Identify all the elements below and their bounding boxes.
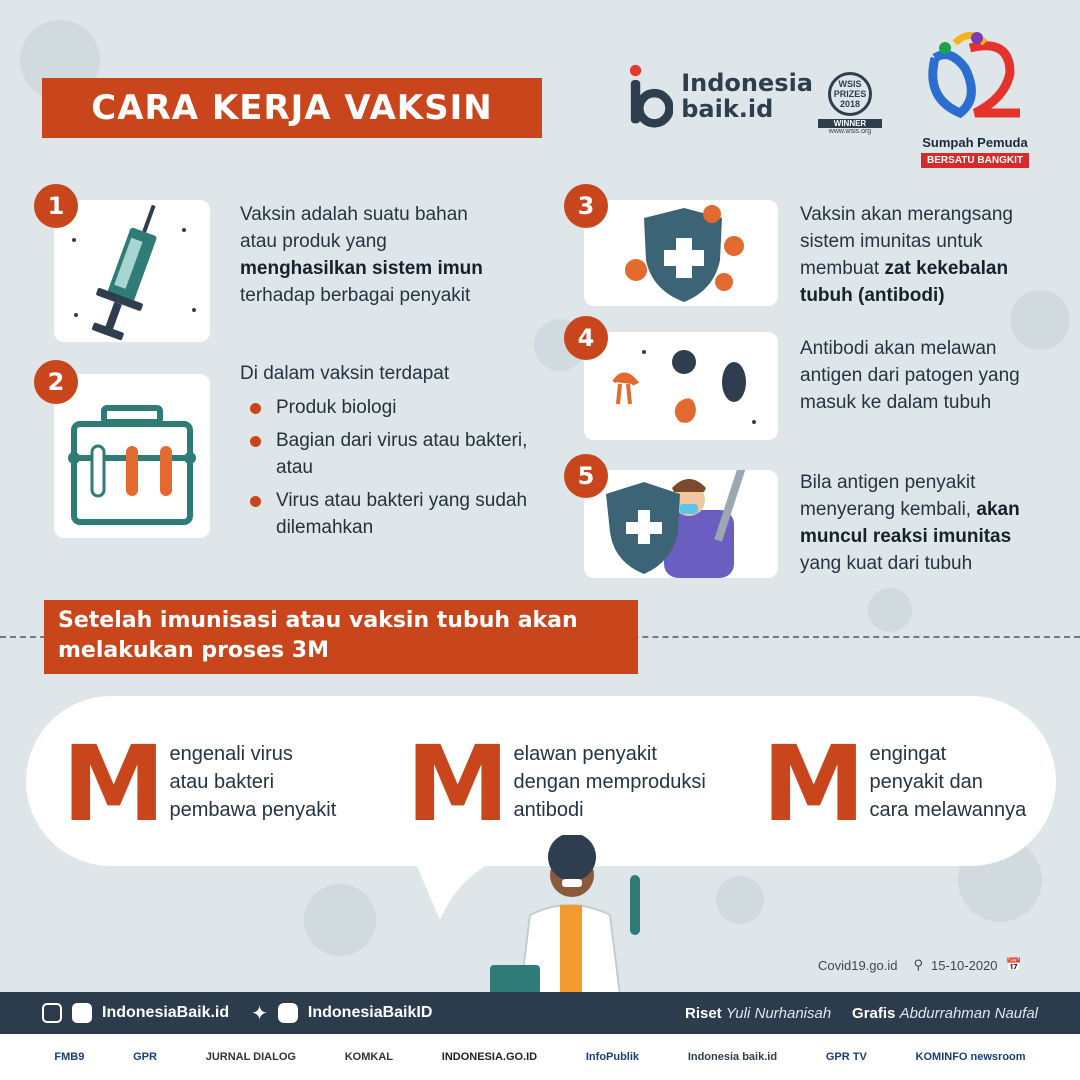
shield-sword-person-icon — [584, 470, 778, 578]
social-group-2 — [251, 1001, 432, 1026]
step-4-number: 4 — [564, 316, 608, 360]
sponsor-gpr: GPR — [133, 1051, 157, 1063]
indonesia-baik-icon — [628, 61, 673, 131]
m-item-2-letter: M — [406, 723, 510, 845]
step-1-card — [54, 200, 210, 342]
sponsor-strip — [0, 1034, 1080, 1080]
calendar-icon: 📅 — [1005, 957, 1022, 972]
twitter-icon[interactable]: ✦ — [251, 1002, 268, 1025]
sumpah-pemuda-label: Sumpah Pemuda — [922, 135, 1028, 150]
sponsor-jurnal-dialog: JURNAL DIALOG — [205, 1051, 296, 1063]
sponsor-kominfo-newsroom: KOMINFO newsroom — [915, 1051, 1026, 1063]
source-line — [818, 957, 1022, 973]
m-item-3-line-3: cara melawannya — [869, 799, 1027, 821]
step-1-number: 1 — [34, 184, 78, 228]
m-item-3-letter: M — [762, 723, 866, 845]
step-4-text — [800, 335, 1050, 416]
social-handle-1[interactable]: IndonesiaBaik.id — [102, 1004, 230, 1021]
riset-label: Riset — [685, 1004, 722, 1022]
step-2-bullet-1: Produk biologi — [240, 394, 530, 421]
step-5-part-3: yang kuat dari tubuh — [800, 553, 973, 574]
step-2-card — [54, 374, 210, 538]
facebook-icon[interactable] — [72, 1003, 92, 1023]
sumpah-pemuda-92-icon — [915, 28, 1035, 128]
wsis-line3: 2018 — [839, 99, 860, 109]
wsis-laurel-icon — [828, 72, 872, 116]
shield-virus-icon — [584, 200, 778, 306]
step-2-bullet-3: Virus atau bakteri yang sudah dilemahkan — [240, 487, 530, 541]
m-item-1-letter: M — [62, 723, 166, 845]
indonesia-baik-line1: Indonesia — [681, 69, 813, 97]
source-site: Covid19.go.id — [818, 957, 898, 973]
step-2-intro: Di dalam vaksin terdapat — [240, 363, 450, 384]
step-2-number: 2 — [34, 360, 78, 404]
social-group-1 — [42, 1003, 229, 1023]
step-2-bullet-2: Bagian dari virus atau bakteri, atau — [240, 427, 530, 481]
m-item-2 — [406, 723, 736, 845]
step-2-bullets — [240, 394, 530, 547]
indonesia-baik-line2: baik.id — [681, 95, 774, 123]
social-handle-2[interactable]: IndonesiaBaikID — [307, 1004, 433, 1021]
footer-bar — [0, 992, 1080, 1034]
sumpah-pemuda-tag: BERSATU BANGKIT — [921, 153, 1029, 168]
wsis-line2: PRIZES — [833, 89, 867, 99]
pathogens-icon — [584, 332, 778, 440]
step-5-part-2: akan muncul reaksi imunitas — [800, 499, 1020, 547]
m-item-3 — [762, 723, 1052, 845]
m-item-1-line-2: atau bakteri — [169, 771, 275, 793]
m-item-3-line-2: penyakit dan — [869, 771, 983, 793]
step-3-card — [584, 200, 778, 306]
source-date: 15-10-2020 — [931, 957, 998, 973]
step-1-text — [240, 201, 500, 309]
m-item-1-line-3: pembawa penyakit — [169, 799, 337, 821]
m-item-1 — [62, 723, 382, 845]
step-1-part-1: Vaksin adalah suatu bahan atau produk yang — [240, 204, 468, 252]
step-1-part-3: terhadap berbagai penyakit — [240, 285, 471, 306]
step-4-part-1: Antibodi akan melawan antigen dari patogen yang masuk ke dalam tubuh — [800, 338, 1020, 413]
step-5-part-1: Bila antigen penyakit menyerang kembali, — [800, 472, 977, 520]
credits — [685, 1005, 1038, 1022]
syringe-icon — [54, 200, 210, 342]
subtitle-banner: Setelah imunisasi atau vaksin tubuh akan melakukan proses 3M — [44, 600, 638, 674]
riset-name: Yuli Nurhanisah — [725, 1004, 832, 1022]
m-item-2-line-3: antibodi — [513, 799, 584, 821]
youtube-icon[interactable] — [278, 1003, 298, 1023]
doctor-illustration — [480, 835, 680, 995]
sponsor-indonesia-go-id: INDONESIA.GO.ID — [441, 1051, 538, 1063]
step-3-text — [800, 201, 1055, 309]
step-5-number: 5 — [564, 454, 608, 498]
grafis-name: Abdurrahman Naufal — [899, 1004, 1038, 1022]
step-3-part-2: zat kekebalan tubuh (antibodi) — [800, 258, 1009, 306]
step-5-text — [800, 469, 1050, 577]
wsis-prize-badge — [818, 72, 882, 152]
m-item-2-line-2: dengan memproduksi — [513, 771, 706, 793]
step-4-card — [584, 332, 778, 440]
sponsor-gpr-tv: GPR TV — [825, 1051, 867, 1063]
wsis-winner: WINNER — [818, 119, 882, 128]
sponsor-komkal: KOMKAL — [344, 1051, 393, 1063]
m-item-2-line-1: elawan penyakit — [513, 743, 657, 765]
pin-icon: ⚲ — [913, 957, 924, 972]
sponsor-infopublik: InfoPublik — [585, 1051, 640, 1063]
grafis-label: Grafis — [852, 1004, 896, 1022]
sumpah-pemuda-logo — [905, 28, 1045, 173]
m-item-3-line-1: engingat — [869, 743, 947, 765]
wsis-line1: WSIS — [838, 79, 862, 89]
wsis-url: www.wsis.org — [828, 128, 872, 135]
instagram-icon[interactable] — [42, 1003, 62, 1023]
step-3-part-1: Vaksin akan merangsang sistem imunitas untuk membuat — [800, 204, 1013, 279]
page-title: CARA KERJA VAKSIN — [42, 78, 542, 138]
indonesia-baik-logo — [628, 60, 813, 132]
test-tubes-icon — [54, 374, 210, 538]
m-item-1-line-1: engenali virus — [169, 743, 293, 765]
sponsor-indonesia-baik: Indonesia baik.id — [687, 1051, 778, 1063]
step-5-card — [584, 470, 778, 578]
step-3-number: 3 — [564, 184, 608, 228]
sponsor-fmb9: FMB9 — [54, 1051, 85, 1063]
step-1-part-2: menghasilkan sistem imun — [240, 258, 483, 279]
